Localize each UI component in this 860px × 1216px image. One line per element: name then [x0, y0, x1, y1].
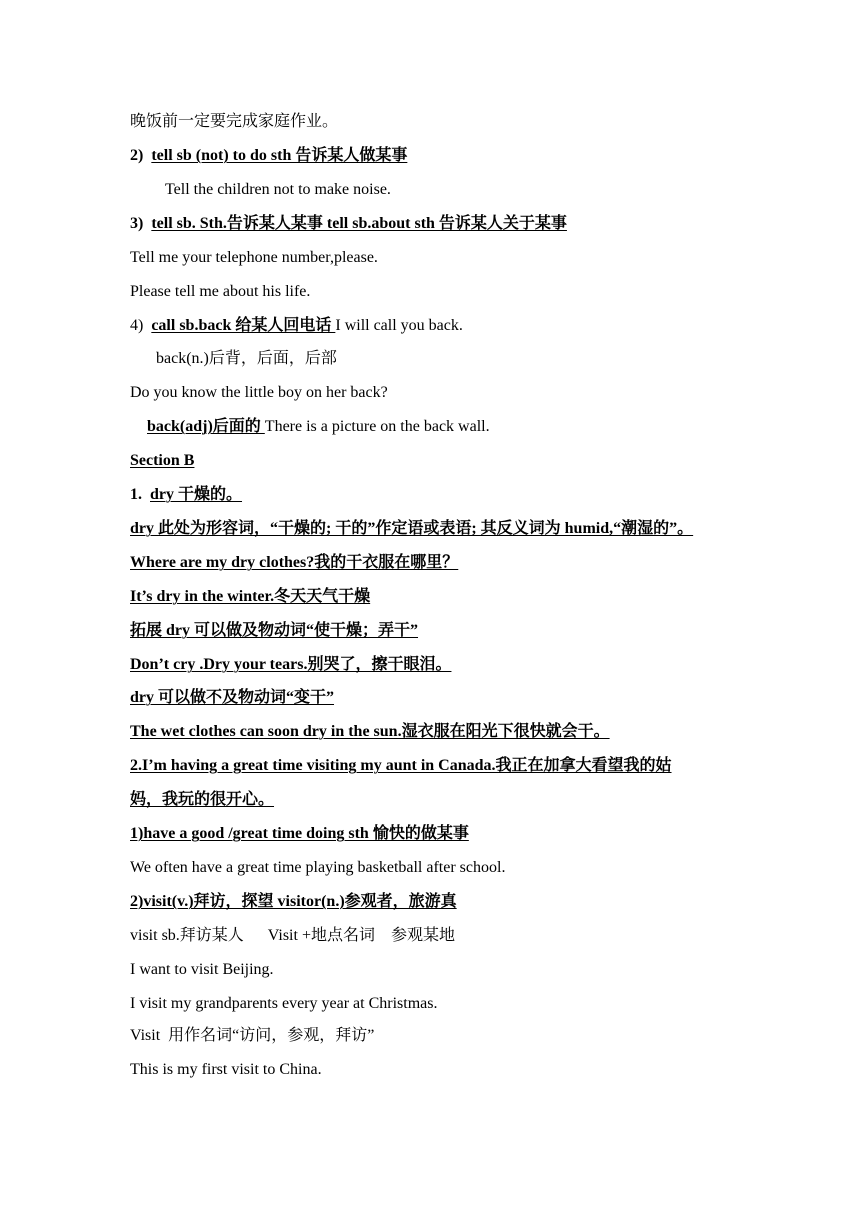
text-line: Visit 用作名词“访问，参观，拜访”	[130, 1027, 375, 1044]
example-sentence: Tell me your telephone number,please.	[130, 249, 378, 266]
text-line: dry 可以做不及物动词“变干”	[130, 689, 335, 706]
list-item: 3) tell sb. Sth.告诉某人某事 tell sb.about sth 告诉某人关于某事	[130, 215, 567, 232]
list-item: 2)visit(v.)拜访，探望 visitor(n.)参观者，旅游真	[130, 893, 457, 910]
text-line: visit sb.拜访某人 Visit +地点名词 参观某地	[130, 927, 455, 944]
text-line: back(n.)后背，后面，后部	[156, 350, 337, 367]
example-sentence: I visit my grandparents every year at Christmas.	[130, 995, 438, 1012]
example-sentence: We often have a great time playing basketball after school.	[130, 859, 506, 876]
example-sentence: Don’t cry .Dry your tears.别哭了，擦干眼泪。	[130, 656, 452, 673]
list-item: 2) tell sb (not) to do sth 告诉某人做某事	[130, 147, 408, 164]
section-heading: Section B	[130, 452, 195, 469]
example-sentence: Tell the children not to make noise.	[165, 181, 391, 198]
example-sentence: The wet clothes can soon dry in the sun.湿衣服在阳光下很快就会干。	[130, 723, 610, 740]
example-sentence: Do you know the little boy on her back?	[130, 384, 388, 401]
list-item: 1)have a good /great time doing sth 愉快的做某事	[130, 825, 469, 842]
example-sentence: Please tell me about his life.	[130, 283, 311, 300]
example-sentence: This is my first visit to China.	[130, 1061, 322, 1078]
example-sentence: I want to visit Beijing.	[130, 961, 274, 978]
example-sentence: It’s dry in the winter.冬天天气干燥	[130, 588, 371, 605]
example-sentence: Where are my dry clothes?我的干衣服在哪里？	[130, 554, 459, 571]
text-line: dry 此处为形容词，“干燥的; 干的”作定语或表语; 其反义词为 humid,“潮湿的”。	[130, 520, 694, 537]
text-line: 2.I’m having a great time visiting my aunt in Canada.我正在加拿大看望我的姑	[130, 757, 672, 774]
list-item: 4) call sb.back 给某人回电话 I will call you back.	[130, 317, 463, 334]
text-line: 拓展 dry 可以做及物动词“使干燥；弄干”	[130, 622, 419, 639]
list-item: 1. dry 干燥的。	[130, 486, 243, 503]
text-line: back(adj)后面的 There is a picture on the back wall.	[147, 418, 490, 435]
text-line: 妈，我玩的很开心。	[130, 791, 275, 808]
text-line: 晚饭前一定要完成家庭作业。	[130, 113, 339, 130]
